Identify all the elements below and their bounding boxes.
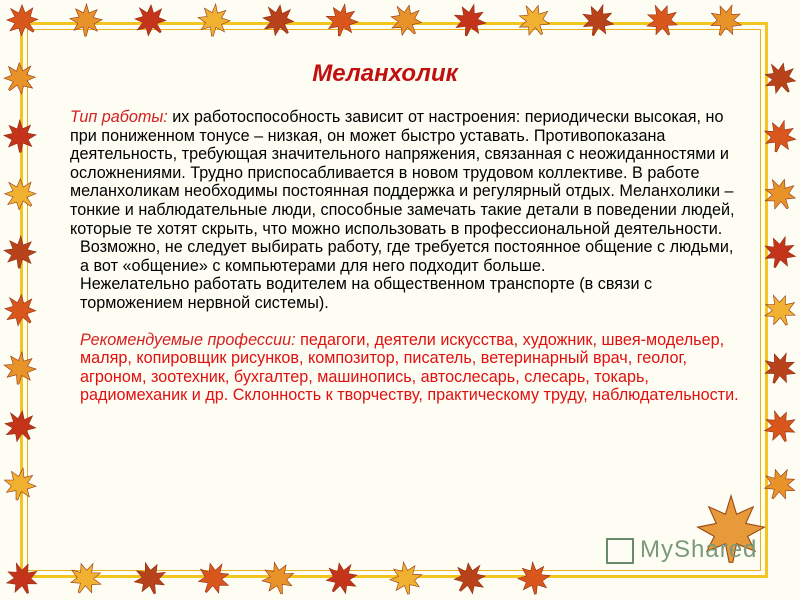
maple-leaf-icon: [2, 118, 39, 155]
maple-leaf-icon: [1, 233, 39, 271]
maple-leaf-icon: [385, 557, 426, 598]
page-title: Меланхолик: [312, 60, 458, 87]
maple-leaf-icon: [256, 556, 299, 599]
slide-body: [70, 108, 742, 405]
professions-label: Рекомендуемые профессии:: [80, 330, 296, 349]
maple-leaf-icon: [514, 558, 553, 597]
maple-leaf-icon: [67, 1, 104, 38]
maple-leaf-icon: [194, 0, 234, 40]
watermark-logo: [606, 536, 757, 564]
maple-leaf-icon: [321, 0, 363, 41]
presentation-icon: [606, 538, 634, 564]
work-type-label: Тип работы:: [70, 108, 168, 126]
communication-paragraph: Возможно, не следует выбирать работу, где требуется постоянное общение с людьми, а вот «общение» с компьютерами для него подходит больше.: [80, 238, 734, 275]
watermark-text: MyShared: [640, 536, 758, 563]
work-type-paragraph: [70, 108, 742, 238]
transport-paragraph: Нежелательно работать водителем на общественном транспорте (в связи с торможением нервной системы).: [80, 275, 653, 312]
maple-leaf-icon: [0, 463, 41, 505]
maple-leaf-icon: [0, 348, 40, 388]
professions-text: педагоги, деятели искусства, художник, швея-модельер, маляр, копировщик рисунков, композитор, писатель, ветеринарный врач, геолог, агроном, зоотехник, бухгалтер, машинопись, автослесарь, слесарь, токарь, радиомеханик и др. Склонность к творчеству, практическому труду, наблюдательности.: [80, 330, 739, 405]
work-type-text: их работоспособность зависит от настроения: периодически высокая, но при пониженном тонусе – низкая, он может быстро уставать. Противопоказана деятельность, требующая значительного напряжения, связанная с неожиданностями и осложнениями. Трудно приспосабливается в новом трудовом коллективе. В работе меланхоликам необходимы постоянная поддержка и регулярный отдых. Меланхолики – тонкие и наблюдательные люди, способные замечать такие детали в поведении людей, которые те хотят скрыть, что можно использовать в профессиональной деятельности.: [70, 108, 735, 238]
professions-paragraph: [70, 331, 742, 405]
